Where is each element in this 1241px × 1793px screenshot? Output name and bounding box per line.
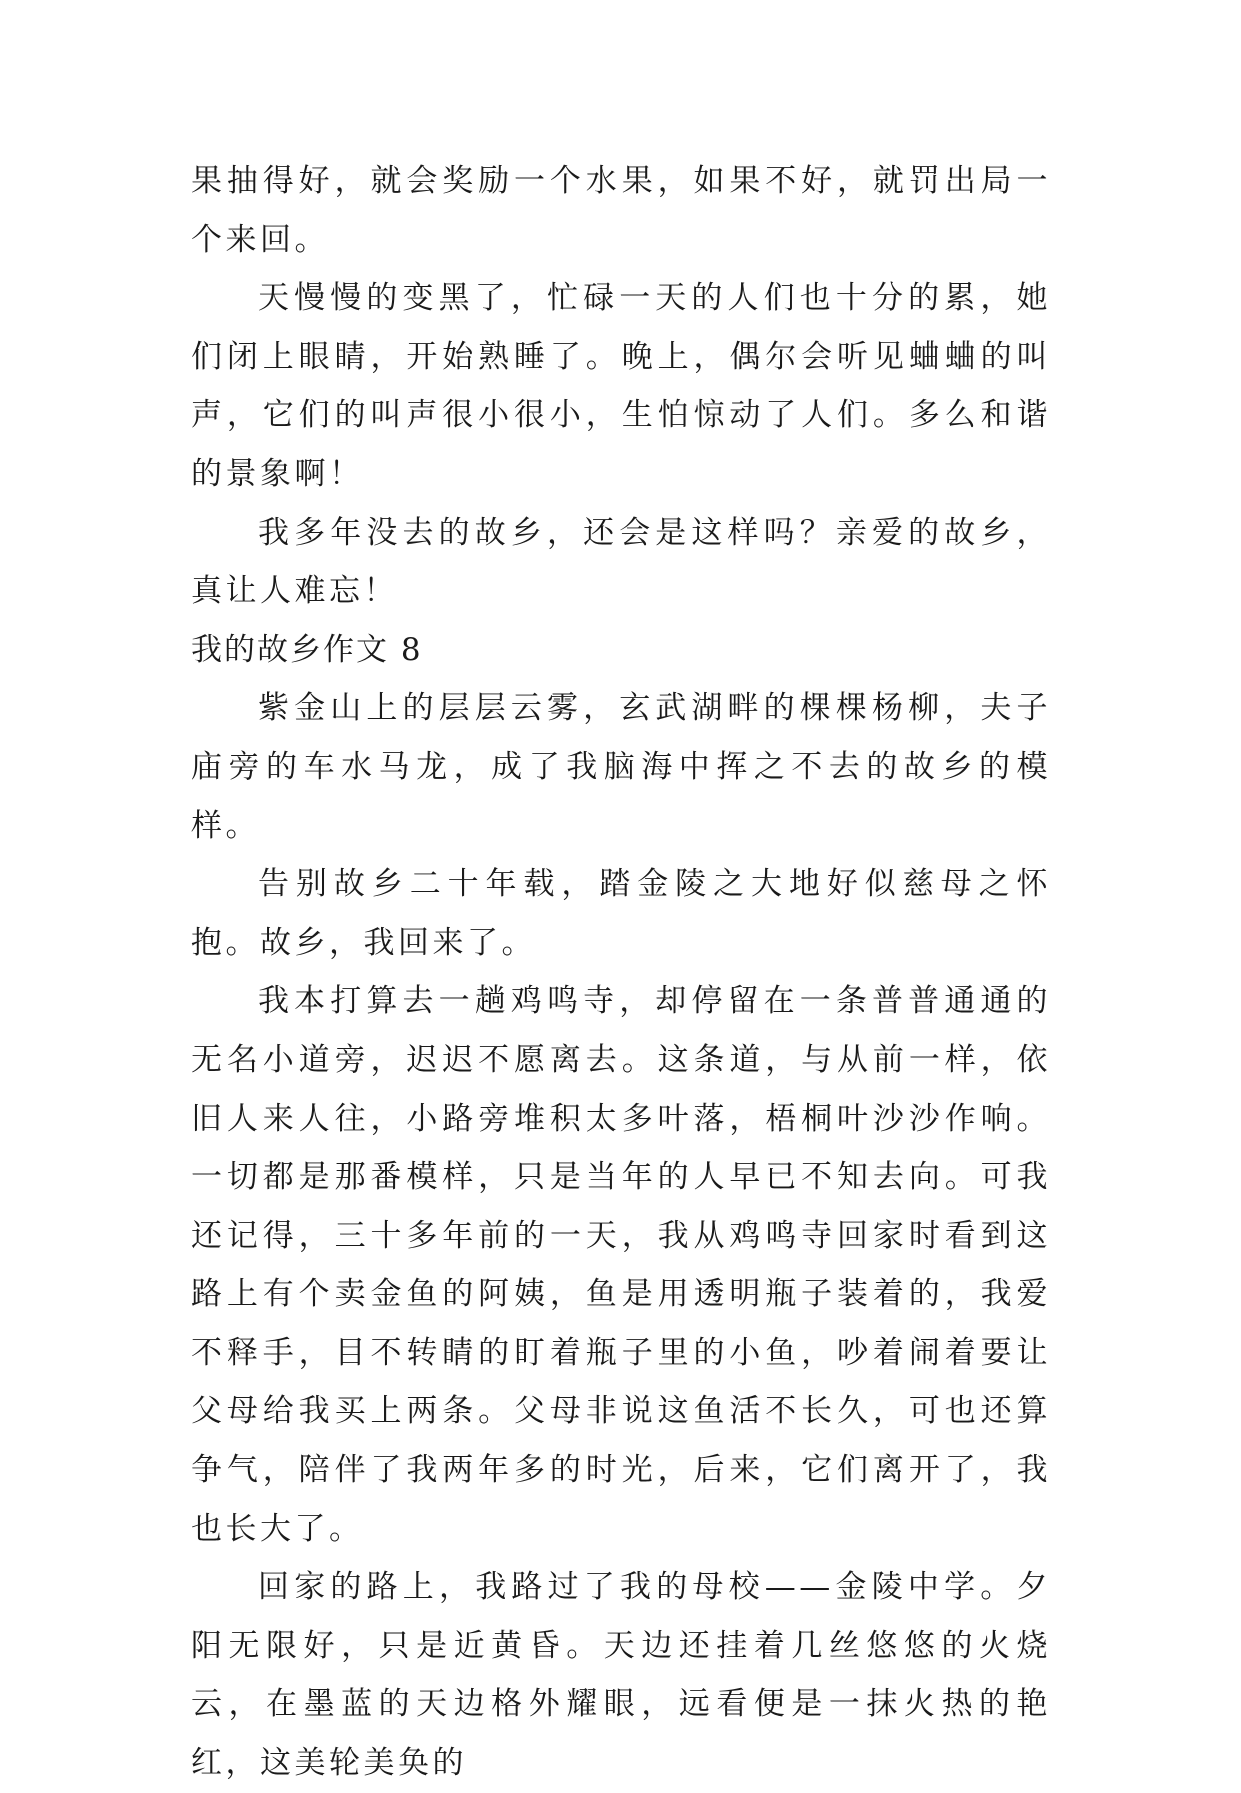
document-page	[191, 152, 1051, 1793]
essay-heading: 我的故乡作文 8	[191, 631, 423, 668]
paragraph-nanjing-scenery: 紫金山上的层层云雾，玄武湖畔的棵棵杨柳，夫子庙旁的车水马龙，成了我脑海中挥之不去的故乡的模样。	[191, 690, 1051, 844]
paragraph-memory-goldfish: 我本打算去一趟鸡鸣寺，却停留在一条普普通通的无名小道旁，迟迟不愿离去。这条道，与从前一样，依旧人来人往，小路旁堆积太多叶落，梧桐叶沙沙作响。一切都是那番模样，只是当年的人早已不知去向。可我还记得，三十多年前的一天，我从鸡鸣寺回家时看到这路上有个卖金鱼的阿姨，鱼是用透明瓶子装着的，我爱不释手，目不转睛的盯着瓶子里的小鱼，吵着闹着要让父母给我买上两条。父母非说这鱼活不长久，可也还算争气，陪伴了我两年多的时光，后来，它们离开了，我也长大了。	[191, 983, 1051, 1547]
paragraph-continuation: 果抽得好，就会奖励一个水果，如果不好，就罚出局一个来回。	[191, 163, 1051, 258]
paragraph-alma-mater: 回家的路上，我路过了我的母校——金陵中学。夕阳无限好，只是近黄昏。天边还挂着几丝悠悠的火烧云，在墨蓝的天边格外耀眼，远看便是一抹火热的艳红，这美轮美奂的	[191, 1569, 1051, 1782]
paragraph-return-home: 告别故乡二十年载，踏金陵之大地好似慈母之怀抱。故乡，我回来了。	[191, 866, 1051, 961]
paragraph-night-scene: 天慢慢的变黑了，忙碌一天的人们也十分的累，她们闭上眼睛，开始熟睡了。晚上，偶尔会听见蛐蛐的叫声，它们的叫声很小很小，生怕惊动了人们。多么和谐的景象啊！	[191, 280, 1051, 492]
paragraph-hometown-question: 我多年没去的故乡，还会是这样吗？亲爱的故乡，真让人难忘！	[191, 514, 1051, 610]
